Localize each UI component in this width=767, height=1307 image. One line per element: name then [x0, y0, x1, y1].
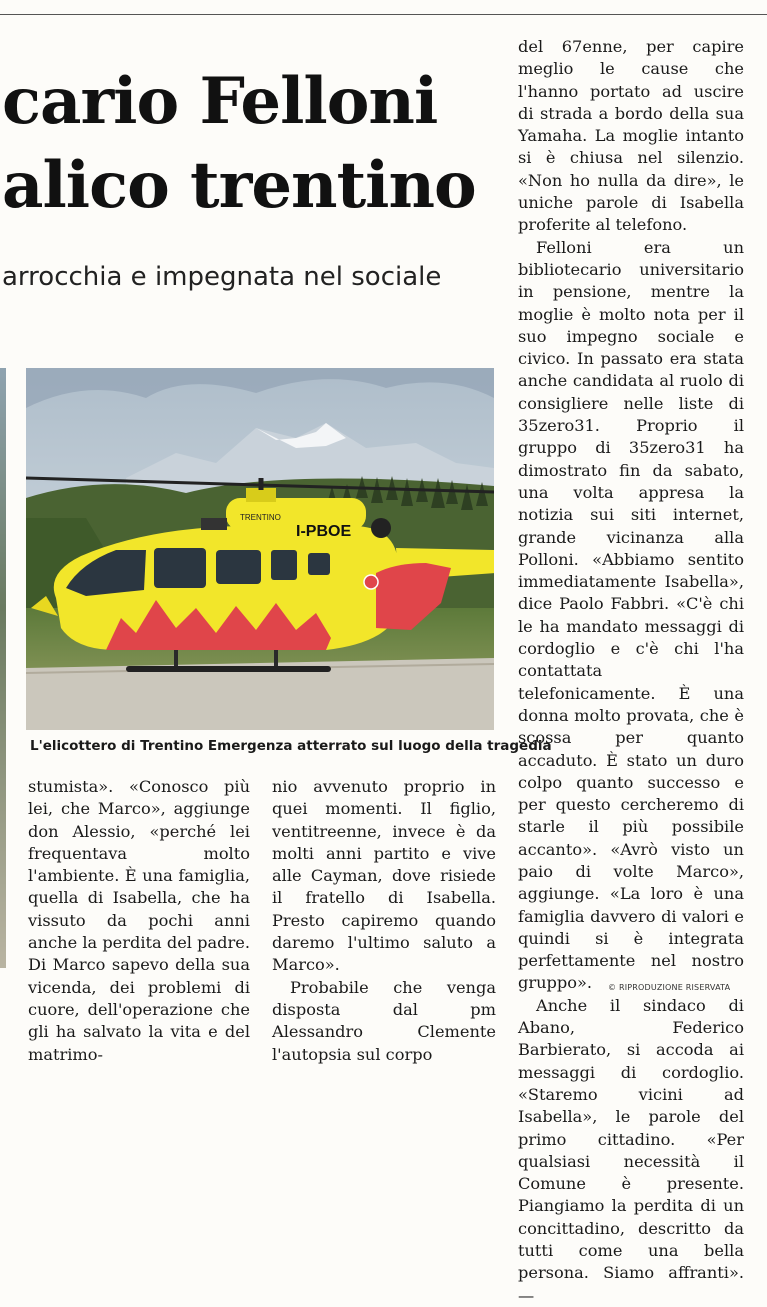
headline-line-1: cario Felloni [2, 64, 438, 139]
helicopter-logo-text: TRENTINO [240, 513, 281, 522]
column-2-paragraph-1: nio avvenuto proprio in quei momenti. Il figlio, ventitreenne, invece è da molti anni partito e vive alle Cayman, dove risiede il fratello di Isabella. Presto capiremo quando daremo l'ultimo saluto a Marco». [272, 777, 496, 975]
helicopter-registration: I-PBOE [296, 523, 352, 540]
column-1-paragraph: stumista». «Conosco più lei, che Marco», aggiunge don Alessio, «perché lei frequentava molto l'ambiente. È una famiglia, quella di Isabella, che ha vissuto da pochi anni anche la perdita del padre. Di Marco sapevo della sua vicenda, dei problemi di cuore, dell'operazione che gli ha salvato la vita e del matrimo- [28, 777, 250, 1064]
helicopter-illustration [26, 368, 494, 730]
column-3-paragraph-2: Felloni era un bibliotecario universitario in pensione, mentre la moglie è molto nota per il suo impegno sociale e civico. In passato era stata anche candidata al ruolo di consigliere nelle liste di 35zero31. Proprio il gruppo di 35zero31 ha dimostrato fin da sabato, una volta appresa la notizia sui siti internet, grande vicinanza alla Polloni. «Abbiamo sentito immediatamente Isabella», dice Paolo Fabbri. «C'è chi le ha mandato messaggi di cordoglio e c'è chi l'ha contattata telefonicamente. È una donna molto provata, che è scossa per quanto accaduto. È stato un duro colpo quanto successo e per questo cercheremo di starle il più possibile accanto». «Avrò visto un paio di volte Marco», aggiunge. «La loro è una famiglia davvero di valori e quindi si è integrata perfettamente nel nostro gruppo». [518, 237, 744, 993]
article-column-3 [518, 36, 744, 1307]
subheadline: arrocchia e impegnata nel sociale [2, 262, 442, 292]
article-column-2 [272, 776, 496, 1066]
adjacent-photo-edge [0, 368, 6, 968]
article-column-1 [28, 776, 250, 1066]
top-rule [0, 14, 767, 15]
helicopter-photo [26, 368, 494, 730]
photo-caption: L'elicottero di Trentino Emergenza atterrato sul luogo della tragedia [30, 738, 552, 754]
copyright-notice: © RIPRODUZIONE RISERVATA [608, 983, 731, 992]
headline [0, 62, 520, 232]
column-3-paragraph-1: del 67enne, per capire meglio le cause che l'hanno portato ad uscire di strada a bordo della sua Yamaha. La moglie intanto si è chiusa nel silenzio. «Non ho nulla da dire», le uniche parole di Isabella proferite al telefono. [518, 37, 744, 235]
headline-line-2: alico trentino [2, 148, 476, 223]
column-2-paragraph-2: Probabile che venga disposta dal pm Alessandro Clemente l'autopsia sul corpo [272, 977, 496, 1064]
column-3-paragraph-3: Anche il sindaco di Abano, Federico Barbierato, si accoda ai messaggi di cordoglio. «Staremo vicini ad Isabella», le parole del primo cittadino. «Per qualsiasi necessità il Comune è presente. Piangiamo la perdita di un concittadino, descritto da tutti come una bella persona. Siamo affranti». — [518, 995, 744, 1305]
